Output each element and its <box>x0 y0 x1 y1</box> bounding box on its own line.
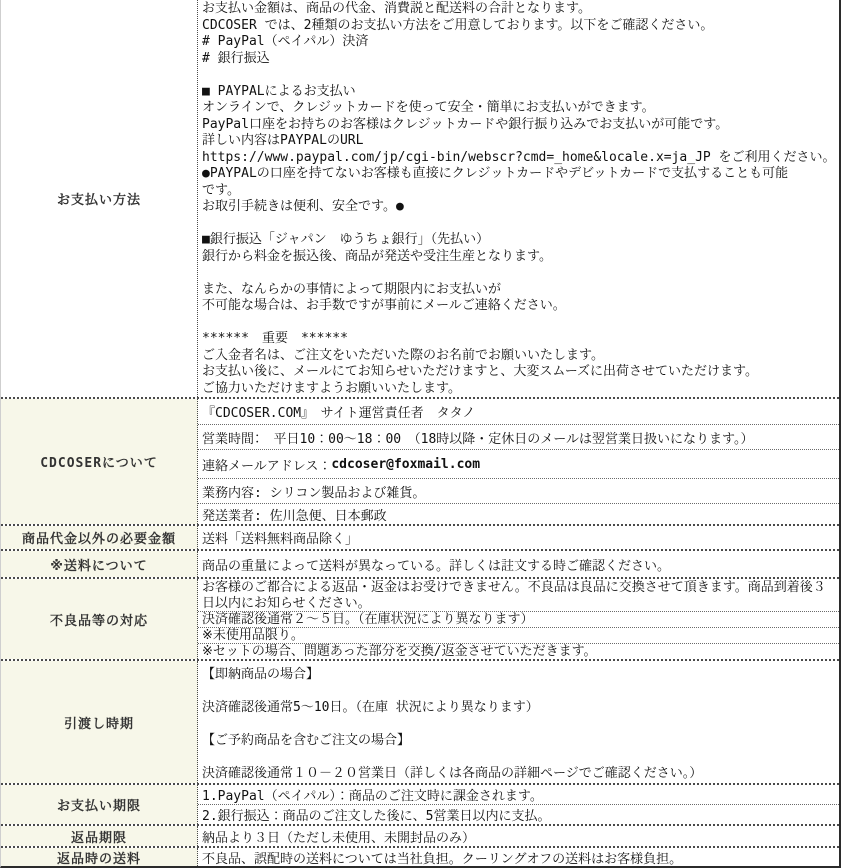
text-line: https://www.paypal.com/jp/cgi-bin/webscr?cmd=_home&locale.x=ja_JP をご利用ください。 <box>202 149 836 165</box>
text-line: です。 <box>202 182 240 198</box>
text-line: PayPal口座をお持ちのお客様はクレジットカードや銀行振り込みでお支払いが可能です。 <box>202 116 729 132</box>
defective-row-unused-only: ※未使用品限り。 <box>198 627 839 643</box>
row-header-delivery-time-label: 引渡し時期 <box>63 716 134 732</box>
section-return-deadline <box>1 824 839 846</box>
row-header-defective-label: 不良品等の対応 <box>49 613 148 629</box>
text-line: CDCOSER では、2種類のお支払い方法をご用意しております。以下をご確認ください。 <box>202 17 714 33</box>
text-line: ■銀行振込「ジャパン ゆうちょ銀行」（先払い） <box>202 232 490 247</box>
text-line: 【ご予約商品を含むご注文の場合】 <box>202 733 411 748</box>
row-header-payment-deadline <box>1 785 198 824</box>
section-extra-fee <box>1 524 839 549</box>
row-header-about-label: CDCOSERについて <box>40 456 158 471</box>
row-header-payment-method <box>1 0 198 397</box>
payment-deadline-rows <box>198 785 839 824</box>
row-header-shipping-note-label: ※送料について <box>50 558 148 574</box>
section-defective <box>1 577 839 659</box>
return-shipping-content: 不良品、誤配時の送料については当社負担。クーリングオフの送料はお客様負担。 <box>202 851 683 866</box>
defective-row-set-note: ※セットの場合、問題あった部分を交換/返金させていただきます。 <box>198 643 839 659</box>
text-line: 銀行から料金を振込後、商品が発送や受注生産となります。 <box>202 248 552 264</box>
section-delivery-time <box>1 659 839 783</box>
row-header-shipping-note <box>1 551 198 577</box>
section-shipping-note <box>1 549 839 577</box>
text-line: # PayPal（ペイパル）決済 <box>202 34 369 49</box>
row-header-defective <box>1 579 198 659</box>
section-return-shipping <box>1 846 839 866</box>
section-payment-method <box>1 0 839 397</box>
text-line <box>202 315 835 332</box>
deadline-row-bank: 2.銀行振込：商品のご注文した後に、5営業日以内に支払。 <box>198 804 839 824</box>
text-line: 決済確認後通常5～10日。（在庫 状況により異なります） <box>202 700 539 715</box>
text-line: 決済確認後通常１０－２０営業日（詳しくは各商品の詳細ページでご確認ください。） <box>202 766 703 781</box>
row-header-about <box>1 399 198 524</box>
text-line: 【即納商品の場合】 <box>202 667 320 682</box>
text-line: 不可能な場合は、お手数ですが事前にメールご連絡ください。 <box>202 298 566 313</box>
contact-email: cdcoser@foxmail.com <box>331 456 481 472</box>
text-line: オンラインで、クレジットカードを使って安全・簡単にお支払いができます。 <box>202 100 655 115</box>
contact-label: 連絡メールアドレス： <box>202 458 332 474</box>
about-row-contact <box>198 449 839 478</box>
text-line <box>202 750 835 767</box>
text-line: 詳しい内容はPAYPALのURL <box>202 133 364 148</box>
about-row-shipper: 発送業者: 佐川急便、日本郵政 <box>198 503 839 524</box>
text-line: ご協力いただけますようお願いいたします。 <box>202 380 461 396</box>
extra-fee-content: 送料「送料無料商品除く」 <box>202 532 359 547</box>
about-row-site: 『CDCOSER.COM』 サイト運営責任者 タタノ <box>202 406 476 421</box>
text-line <box>202 67 835 84</box>
text-line: お支払い後に、メールにてお知らせいただけますと、大変スムーズに出荷させていただけます。 <box>202 364 759 379</box>
row-header-extra-fee-label: 商品代金以外の必要金額 <box>21 532 176 547</box>
text-line: ●PAYPALの口座を持てないお客様も直接にクレジットカードやデビットカードで支払することも可能 <box>202 166 789 181</box>
deadline-row-paypal: 1.PayPal（ペイパル）：商品のご注文時に課金されます。 <box>202 789 543 804</box>
text-line: お支払い金額は、商品の代金、消費説と配送料の合計となります。 <box>202 1 591 16</box>
return-deadline-content: 納品より３日（ただし未使用、未開封品のみ） <box>202 830 476 846</box>
text-line: ご入金者名は、ご注文をいただいた際のお名前でお願いいたします。 <box>202 347 604 363</box>
delivery-time-content <box>198 661 839 783</box>
about-row-business: 業務内容: シリコン製品および雑貨。 <box>198 478 839 503</box>
text-line: ****** 重要 ****** <box>202 331 348 346</box>
row-header-payment-deadline-label: お支払い期限 <box>56 799 141 814</box>
text-line: # 銀行振込 <box>202 50 270 66</box>
text-line <box>202 265 835 282</box>
row-header-return-deadline <box>1 826 198 846</box>
row-header-return-shipping-label: 返品時の送料 <box>56 851 141 866</box>
text-line: お取引手続きは便利、安全です。● <box>202 199 404 214</box>
defective-rows <box>198 579 839 659</box>
row-header-payment-method-label: お支払い方法 <box>56 193 141 208</box>
row-header-return-shipping <box>1 848 198 866</box>
about-rows <box>198 399 839 524</box>
text-line: また、なんらかの事情によって期限内にお支払いが <box>202 281 502 297</box>
shipping-note-content: 商品の重量によって送料が異なっている。詳しくは註文する時ご確認ください。 <box>202 558 671 574</box>
row-header-delivery-time <box>1 661 198 783</box>
text-line <box>202 216 835 233</box>
text-line: ■ PAYPALによるお支払い <box>202 83 356 99</box>
about-row-hours: 営業時間： 平日10：00～18：00 （18時以降・定休日のメールは翌営業日扱いになります。） <box>198 424 839 449</box>
defective-row-policy: お客様のご都合による返品・返金はお受けできません。不良品は良品に交換させて頂きます。商品到着後３日以内にお知らせください。 <box>202 580 826 611</box>
defective-row-lead-time: 決済確認後通常２～５日。（在庫状況により異なります） <box>198 611 839 627</box>
text-line <box>202 684 835 701</box>
payment-method-content <box>198 0 839 397</box>
row-header-extra-fee <box>1 526 198 549</box>
section-payment-deadline <box>1 783 839 824</box>
text-line <box>202 717 835 734</box>
section-about <box>1 397 839 524</box>
row-header-return-deadline-label: 返品期限 <box>70 830 127 846</box>
